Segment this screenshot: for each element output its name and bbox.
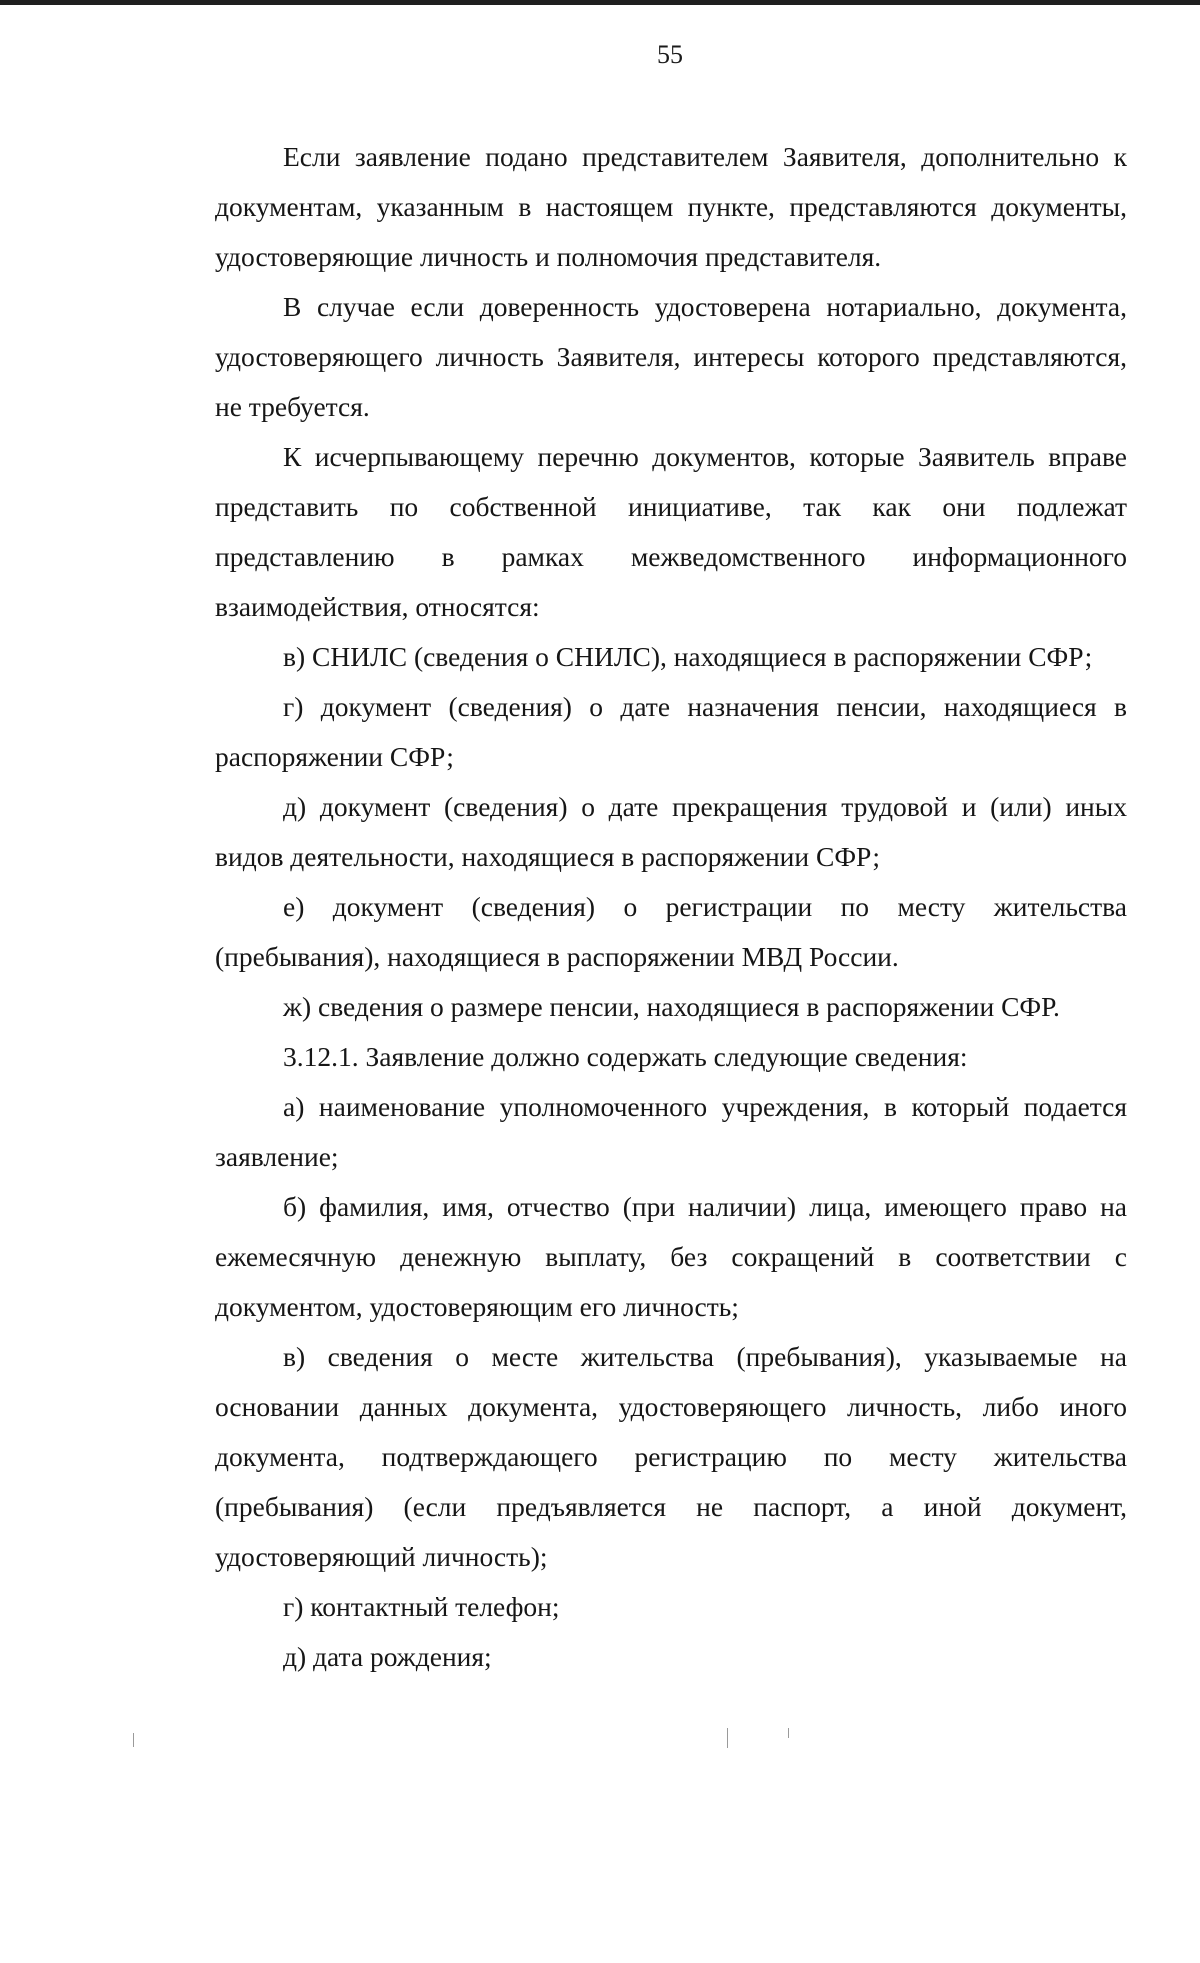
list-item-v-residence: в) сведения о месте жительства (пребывания), указываемые на основании данных документа, удостоверяющего личность, либо иного документа, подтверждающего регистрацию по месту жительства (пребывания) (если предъявляется не паспорт, а иной документ, удостоверяющий личность); [215,1341,1127,1572]
scan-top-edge [0,0,1200,5]
section-heading-3-12-1: 3.12.1. Заявление должно содержать следующие сведения: [283,1041,968,1072]
scan-artifact-right [788,1728,789,1738]
list-item-g-pension-date: г) документ (сведения) о дате назначения пенсии, находящиеся в распоряжении СФР; [215,691,1127,772]
list-item-d-termination-date: д) документ (сведения) о дате прекращения трудовой и (или) иных видов деятельности, находящиеся в распоряжении СФР; [215,791,1127,872]
list-item-zh-pension-size: ж) сведения о размере пенсии, находящиеся в распоряжении СФР. [283,991,1060,1022]
list-item-a-institution: а) наименование уполномоченного учреждения, в который подается заявление; [215,1091,1127,1172]
scan-artifact-left [133,1733,134,1747]
paragraph-notarized: В случае если доверенность удостоверена нотариально, документа, удостоверяющего личность Заявителя, интересы которого представляются, не требуется. [215,291,1127,422]
scan-artifact-center [727,1728,728,1748]
list-item-d-birth-date: д) дата рождения; [283,1641,492,1672]
list-item-g-phone: г) контактный телефон; [283,1591,560,1622]
list-item-e-registration: е) документ (сведения) о регистрации по месту жительства (пребывания), находящиеся в распоряжении МВД России. [215,891,1127,972]
list-item-v-snils: в) СНИЛС (сведения о СНИЛС), находящиеся в распоряжении СФР; [283,641,1093,672]
page-number: 55 [657,40,683,69]
paragraph-exhaustive-list: К исчерпывающему перечню документов, которые Заявитель вправе представить по собственной инициативе, так как они подлежат представлению в рамках межведомственного информационного взаимодействия, относятся: [215,441,1127,622]
document-body [215,132,1127,1682]
list-item-b-full-name: б) фамилия, имя, отчество (при наличии) лица, имеющего право на ежемесячную денежную выплату, без сокращений в соответствии с документом, удостоверяющим его личность; [215,1191,1127,1322]
paragraph-representative: Если заявление подано представителем Заявителя, дополнительно к документам, указанным в настоящем пункте, представляются документы, удостоверяющие личность и полномочия представителя. [215,141,1127,272]
